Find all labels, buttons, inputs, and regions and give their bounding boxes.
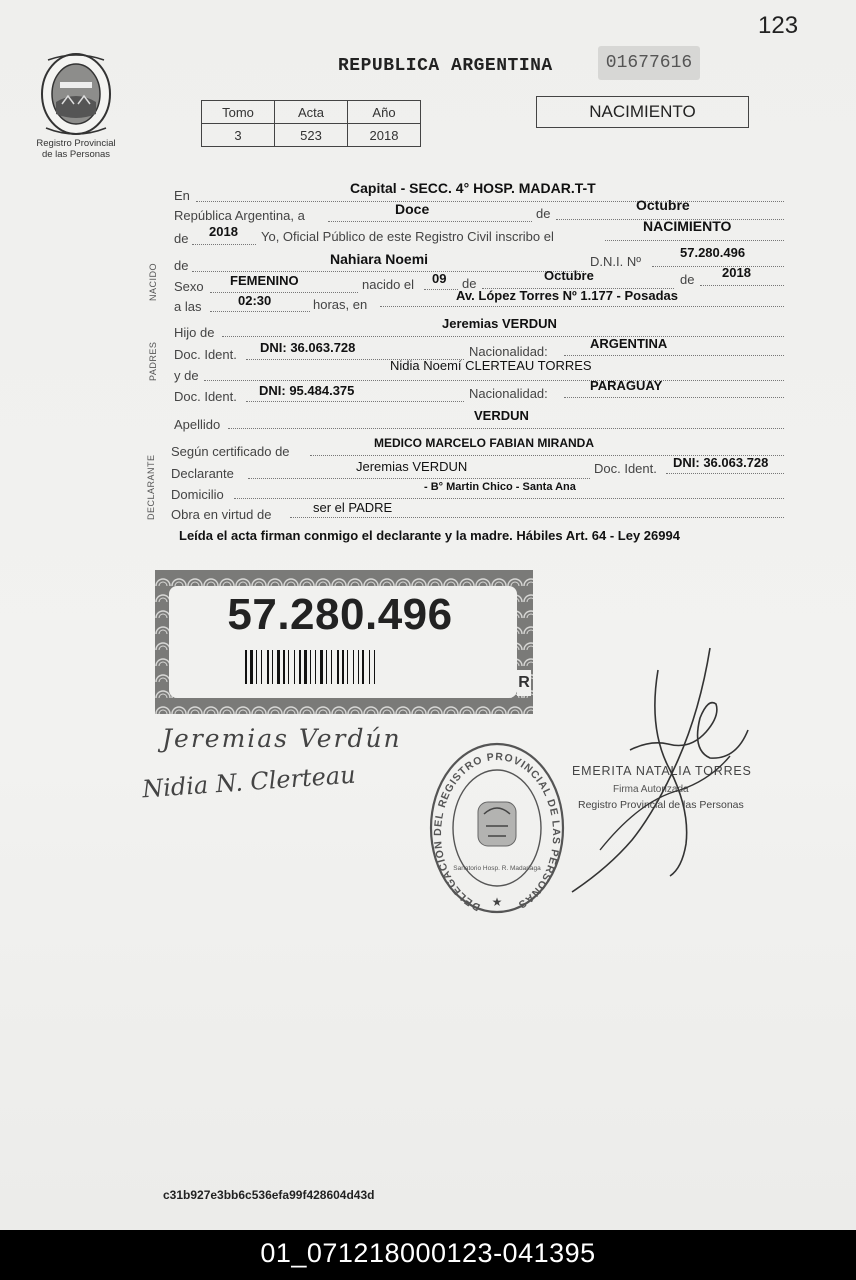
doc-ident-label: Doc. Ident. (174, 347, 237, 362)
mother-signature: Nidia N. Clerteau (141, 760, 357, 804)
birth-place-value: Av. López Torres Nº 1.177 - Posadas (456, 288, 678, 303)
register-value: 523 (275, 124, 348, 147)
register-value: 2018 (348, 124, 421, 147)
register-header-row (202, 101, 421, 124)
register-table (201, 100, 421, 147)
certificate-value: MEDICO MARCELO FABIAN MIRANDA (374, 436, 594, 450)
hijo-label: Hijo de (174, 325, 215, 340)
horas-label: horas, en (313, 297, 368, 312)
nacido-section-label: NACIDO (148, 262, 158, 301)
header-title: REPUBLICA ARGENTINA (338, 56, 553, 76)
declarante-section-label: DECLARANTE (146, 454, 156, 520)
dni-sticker-number: 57.280.496 (227, 590, 453, 639)
signer-org: Registro Provincial de las Personas (578, 799, 744, 811)
obra-value: ser el PADRE (313, 500, 393, 515)
footer-code: 01_071218000123-041395 (0, 1230, 856, 1280)
mother-doc-value: DNI: 95.484.375 (259, 383, 355, 398)
register-value: 3 (202, 124, 275, 147)
birth-day-value: 09 (432, 271, 447, 286)
place-value: Capital - SECC. 4° HOSP. MADAR.T-T (350, 180, 596, 196)
obra-label: Obra en virtud de (171, 507, 272, 522)
document-hash: c31b927e3bb6c536efa99f428604d43d (163, 1188, 375, 1202)
child-dni-value: 57.280.496 (680, 245, 746, 260)
inscribo-value: NACIMIENTO (643, 218, 732, 234)
father-doc-value: DNI: 36.063.728 (260, 340, 356, 355)
register-header: Acta (275, 101, 348, 124)
svg-text:★: ★ (491, 895, 503, 909)
mother-name-value: Nidia Noemí CLERTEAU TORRES (390, 358, 592, 373)
nacionalidad-label: Nacionalidad: (469, 344, 548, 359)
year-value: 2018 (209, 224, 238, 239)
birth-time-value: 02:30 (238, 293, 272, 308)
apellido-label: Apellido (174, 417, 221, 432)
declarant-signature: Jeremias Verdún (162, 724, 402, 753)
alas-label: a las (174, 299, 202, 314)
declarant-doc-value: DNI: 36.063.728 (673, 455, 769, 470)
oficial-label: Yo, Oficial Público de este Registro Civil inscribo el (261, 229, 554, 244)
certificado-label: Según certificado de (171, 444, 290, 459)
serial-number: 01677616 (598, 46, 700, 80)
de-label: de (536, 206, 551, 221)
domicilio-label: Domicilio (171, 487, 224, 502)
declarant-name-value: Jeremias VERDUN (356, 459, 468, 474)
register-header: Año (348, 101, 421, 124)
signer-role: Firma Autorizada (613, 784, 689, 795)
official-signature-icon (560, 640, 760, 900)
republica-label: República Argentina, a (174, 208, 305, 223)
official-seal-icon (428, 740, 566, 916)
sex-value: FEMENINO (230, 273, 299, 288)
mother-nationality-value: PARAGUAY (590, 378, 663, 393)
signer-name: EMERITA NATALIA TORRES (572, 764, 752, 778)
yde-label: y de (174, 368, 199, 383)
document-type: NACIMIENTO (536, 96, 749, 128)
dni-sticker (155, 570, 533, 714)
address-value: - B° Martin Chico - Santa Ana (424, 481, 576, 493)
padres-section-label: PADRES (148, 341, 158, 381)
doc-ident-label: Doc. Ident. (594, 461, 657, 476)
corner-letter: R (517, 670, 531, 696)
de-label: de (174, 258, 189, 273)
doc-ident-label: Doc. Ident. (174, 389, 237, 404)
en-label: En (174, 188, 190, 203)
father-name-value: Jeremias VERDUN (442, 316, 557, 331)
surname-value: VERDUN (474, 408, 529, 423)
birth-month-value: Octubre (544, 268, 594, 283)
dni-label: D.N.I. Nº (590, 254, 641, 269)
page-number: 123 (758, 12, 799, 39)
register-value-row (202, 124, 421, 147)
declarante-label: Declarante (171, 466, 234, 481)
de-label: de (680, 272, 695, 287)
seal-inner-text: Sanatorio Hosp. R. Madariaga (453, 865, 541, 872)
logo-caption: Registro Provincial de las Personas (36, 138, 116, 160)
barcode-icon (243, 650, 449, 684)
father-nationality-value: ARGENTINA (590, 336, 668, 351)
nacido-label: nacido el (362, 277, 415, 292)
de-label: de (462, 276, 477, 291)
birth-year-value: 2018 (722, 265, 751, 280)
sexo-label: Sexo (174, 279, 204, 294)
day-value: Doce (395, 201, 430, 217)
coat-of-arms-icon (38, 52, 114, 136)
month-value: Octubre (636, 197, 690, 213)
seal-ring-text: DELEGACION DEL REGISTRO PROVINCIAL DE LAS PERSONAS (431, 750, 563, 914)
closing-statement: Leída el acta firman conmigo el declarante y la madre. Hábiles Art. 64 - Ley 26994 (179, 528, 680, 543)
register-header: Tomo (202, 101, 275, 124)
child-name-value: Nahiara Noemi (330, 251, 429, 267)
nacionalidad-label: Nacionalidad: (469, 386, 548, 401)
de-label: de (174, 231, 189, 246)
